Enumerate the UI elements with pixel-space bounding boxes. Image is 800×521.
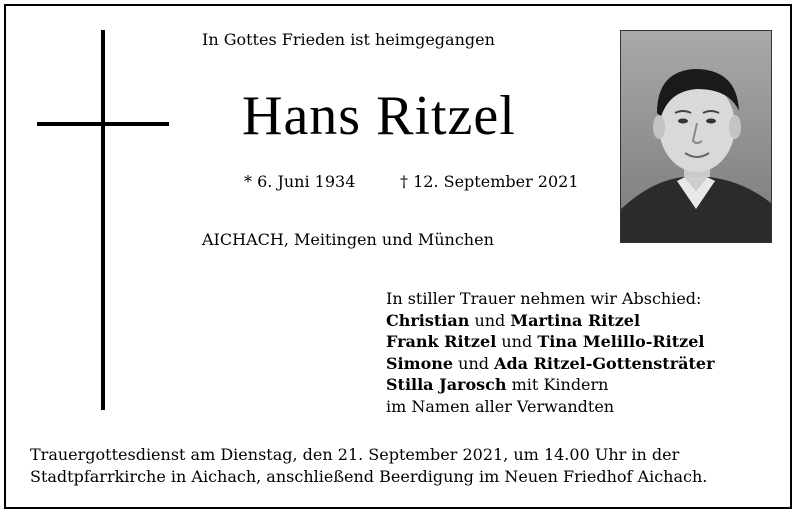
mourners-intro: In stiller Trauer nehmen wir Abschied: <box>386 289 702 308</box>
mourner-name: Simone <box>386 353 454 373</box>
birth-date: * 6. Juni 1934 <box>244 172 356 191</box>
obituary-notice <box>4 4 792 509</box>
mourner-line <box>386 310 715 332</box>
mourner-name: Martina Ritzel <box>510 310 641 330</box>
mourner-connector: mit Kindern <box>506 375 609 395</box>
mourner-name: Tina Melillo-Ritzel <box>537 332 705 352</box>
portrait-photo <box>620 30 772 243</box>
mourner-line <box>386 331 715 353</box>
places-text: AICHACH, Meitingen und München <box>202 230 494 249</box>
mourner-connector: und <box>453 353 495 373</box>
mourner-connector: und <box>469 310 511 330</box>
cross-icon-bar <box>37 122 169 126</box>
cross-icon <box>101 30 105 410</box>
mourner-connector: und <box>496 332 538 352</box>
deceased-name: Hans Ritzel <box>242 85 516 147</box>
service-info <box>30 444 750 488</box>
death-date: † 12. September 2021 <box>400 172 579 191</box>
intro-text: In Gottes Frieden ist heimgegangen <box>202 30 495 49</box>
mourners-block <box>386 288 715 418</box>
mourners-outro: im Namen aller Verwandten <box>386 396 615 416</box>
mourner-line <box>386 353 715 375</box>
mourner-name: Frank Ritzel <box>386 332 497 352</box>
service-line: Trauergottesdienst am Dienstag, den 21. September 2021, um 14.00 Uhr in der <box>30 445 680 464</box>
mourner-name: Stilla Jarosch <box>386 375 507 395</box>
mourner-name: Christian <box>386 310 470 330</box>
mourner-name: Ada Ritzel-Gottensträter <box>494 353 715 373</box>
mourner-line <box>386 374 715 396</box>
service-line: Stadtpfarrkirche in Aichach, anschließend Beerdigung im Neuen Friedhof Aichach. <box>30 467 708 486</box>
